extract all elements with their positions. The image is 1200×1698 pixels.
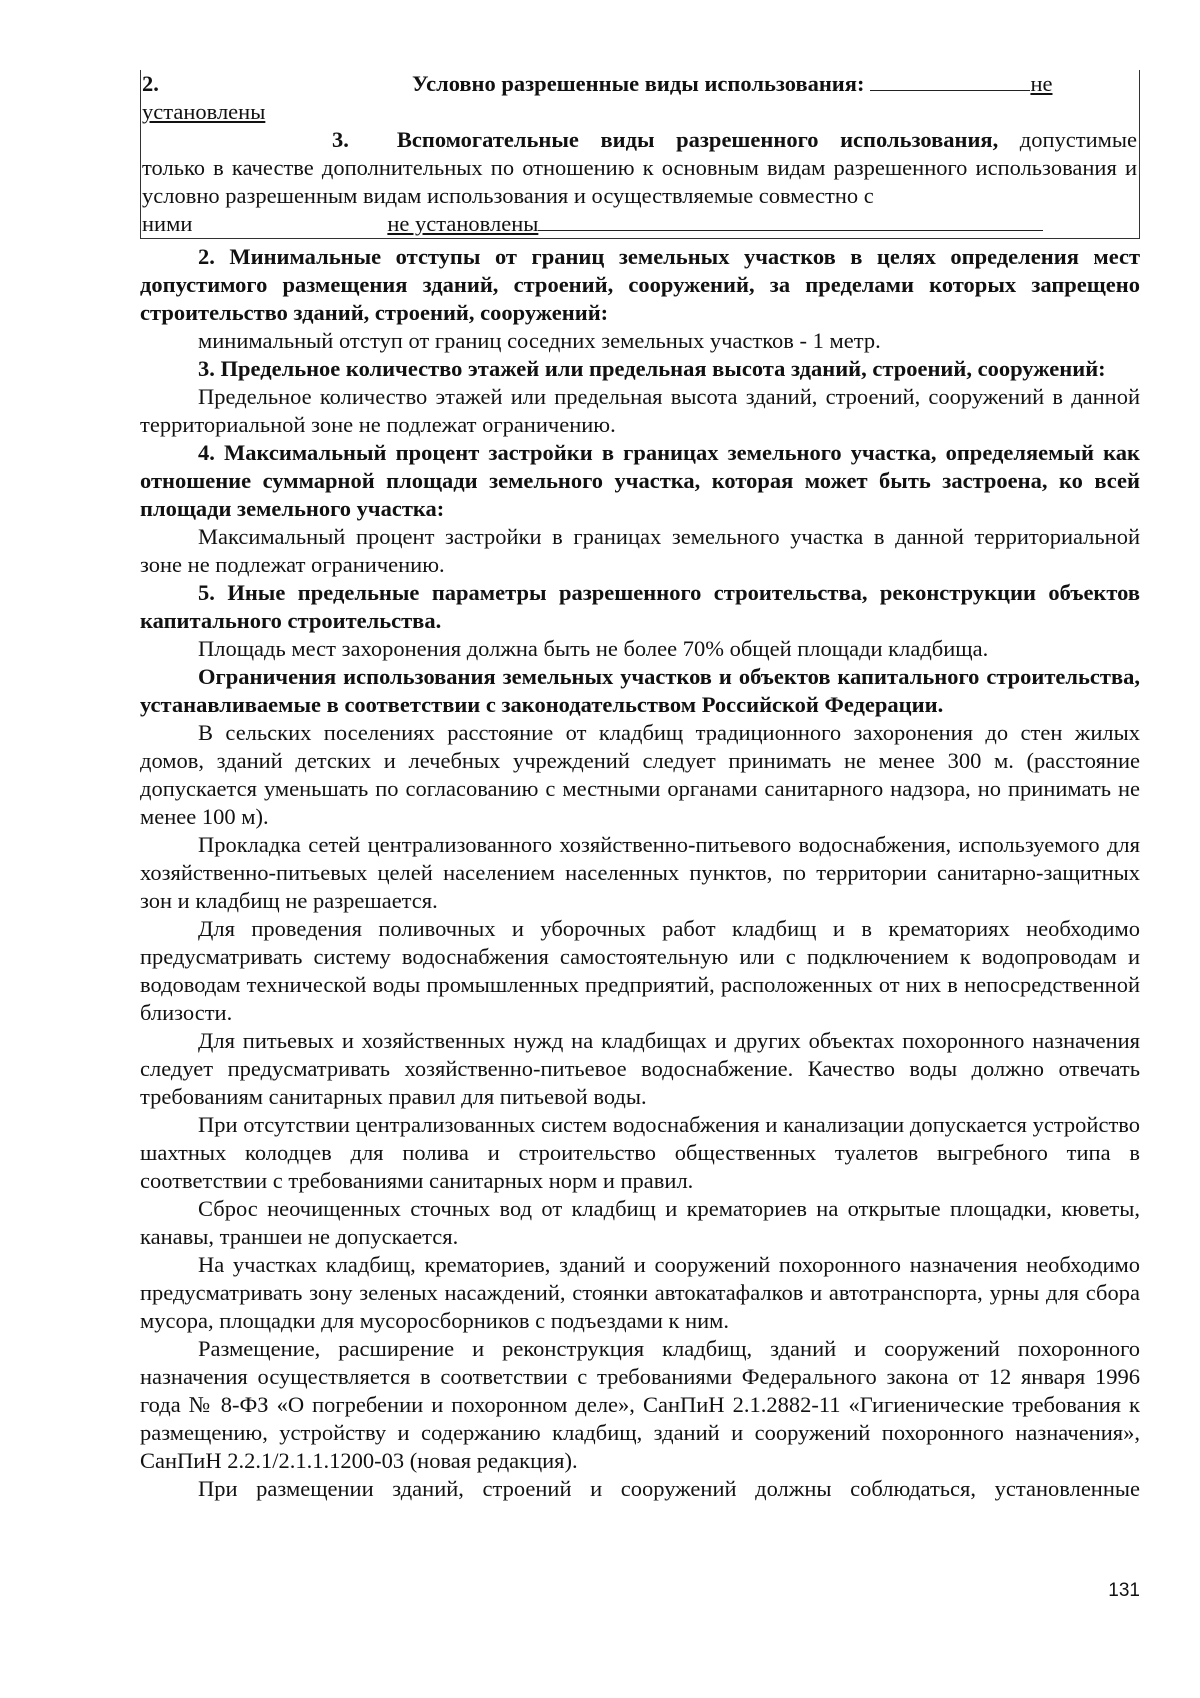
section-2-text: минимальный отступ от границ соседних земельных участков - 1 метр. (198, 328, 881, 353)
item-3-tail-word: ними (142, 211, 193, 236)
restrictions-text: В сельских поселениях расстояние от кладбищ традиционного захоронения до стен жилых домов, зданий детских и лечебных учреждений следует принимать не менее 300 м. (расстояние допускается уменьшать по согласованию с местными органами санитарного надзора, но принимать не менее 100 м). (140, 720, 1140, 829)
item-3-value: не установлены (387, 211, 539, 236)
paragraph-4: При отсутствии централизованных систем водоснабжения и канализации допускается устройство шахтных колодцев для полива и строительство общественных туалетов выгребного типа в соответствии с требованиями санитарных норм и правил. (140, 1112, 1140, 1193)
item-2-fill-line (870, 70, 1030, 91)
item-2-row (142, 70, 1137, 98)
paragraph-2: Для проведения поливочных и уборочных работ кладбищ и в крематориях необходимо предусматривать систему водоснабжения самостоятельную или с подключением к водопроводам и водоводам технической воды промышленных предприятий, расположенных от них в непосредственной близости. (140, 916, 1140, 1025)
restrictions-heading: Ограничения использования земельных участков и объектов капитального строительства, устанавливаемые в соответствии с законодательством Российской Федерации. (140, 664, 1140, 717)
item-2-value-b: установлены (142, 99, 266, 124)
paragraph-7: Размещение, расширение и реконструкция кладбищ, зданий и сооружений похоронного назначения осуществляется в соответствии с требованиями Федерального закона от 12 января 1996 года № 8-ФЗ «О погребении и похоронном деле», СанПиН 2.1.2882-11 «Гигиенические требования к размещению, устройству и содержанию кладбищ, зданий и сооружений похоронного назначения», СанПиН 2.2.1/2.1.1.1200-03 (новая редакция). (140, 1336, 1140, 1473)
document-page (140, 70, 1140, 1503)
item-3-paragraph (142, 126, 1137, 210)
item-2-title: Условно разрешенные виды использования: (412, 71, 865, 96)
section-5-text: Площадь мест захоронения должна быть не более 70% общей площади кладбища. (198, 636, 989, 661)
section-2-heading: 2. Минимальные отступы от границ земельных участков в целях определения мест допустимого размещения зданий, строений, сооружений, за пределами которых запрещено строительство зданий, строений, сооружений: (140, 244, 1140, 325)
use-types-frame (140, 70, 1140, 239)
paragraph-5: Сброс неочищенных сточных вод от кладбищ и крематориев на открытые площадки, кюветы, канавы, траншеи не допускается. (140, 1196, 1140, 1249)
item-3-text: допустимые только в качестве дополнительных по отношению к основным видам разрешенного использования и условно разрешенным видам использования и осуществляемые совместно с (142, 127, 1137, 208)
section-3-text: Предельное количество этажей или предельная высота зданий, строений, сооружений в данной территориальной зоне не подлежат ограничению. (140, 384, 1140, 437)
item-3-tail (142, 210, 1137, 238)
paragraph-8: При размещении зданий, строений и сооружений должны соблюдаться, установленные (198, 1476, 1140, 1501)
paragraph-1: Прокладка сетей централизованного хозяйственно-питьевого водоснабжения, используемого для хозяйственно-питьевых целей населением населенных пунктов, по территории санитарно-защитных зон и кладбищ не разрешается. (140, 832, 1140, 913)
item-3-title: Вспомогательные виды разрешенного использования, (396, 127, 999, 152)
section-3-heading: 3. Предельное количество этажей или предельная высота зданий, строений, сооружений: (198, 356, 1106, 381)
item-2-number: 2. (142, 71, 159, 96)
section-5-heading: 5. Иные предельные параметры разрешенного строительства, реконструкции объектов капитального строительства. (140, 580, 1140, 633)
item-3-fill-line (538, 210, 1043, 231)
section-4-text: Максимальный процент застройки в границах земельного участка в данной территориальной зоне не подлежат ограничению. (140, 524, 1140, 577)
paragraph-3: Для питьевых и хозяйственных нужд на кладбищах и других объектах похоронного назначения следует предусматривать хозяйственно-питьевое водоснабжение. Качество воды должно отвечать требованиям санитарных правил для питьевой воды. (140, 1028, 1140, 1109)
paragraph-6: На участках кладбищ, крематориев, зданий и сооружений похоронного назначения необходимо предусматривать зону зеленых насаждений, стоянки автокатафалков и автотранспорта, урны для сбора мусора, площадки для мусоросборников с подъездами к ним. (140, 1252, 1140, 1333)
item-3-number: 3. (332, 127, 349, 152)
page-number: 131 (1108, 1580, 1140, 1601)
item-2-value-a: не (1030, 71, 1053, 96)
section-4-heading: 4. Максимальный процент застройки в границах земельного участка, определяемый как отношение суммарной площади земельного участка, которая может быть застроена, ко всей площади земельного участка: (140, 440, 1140, 521)
